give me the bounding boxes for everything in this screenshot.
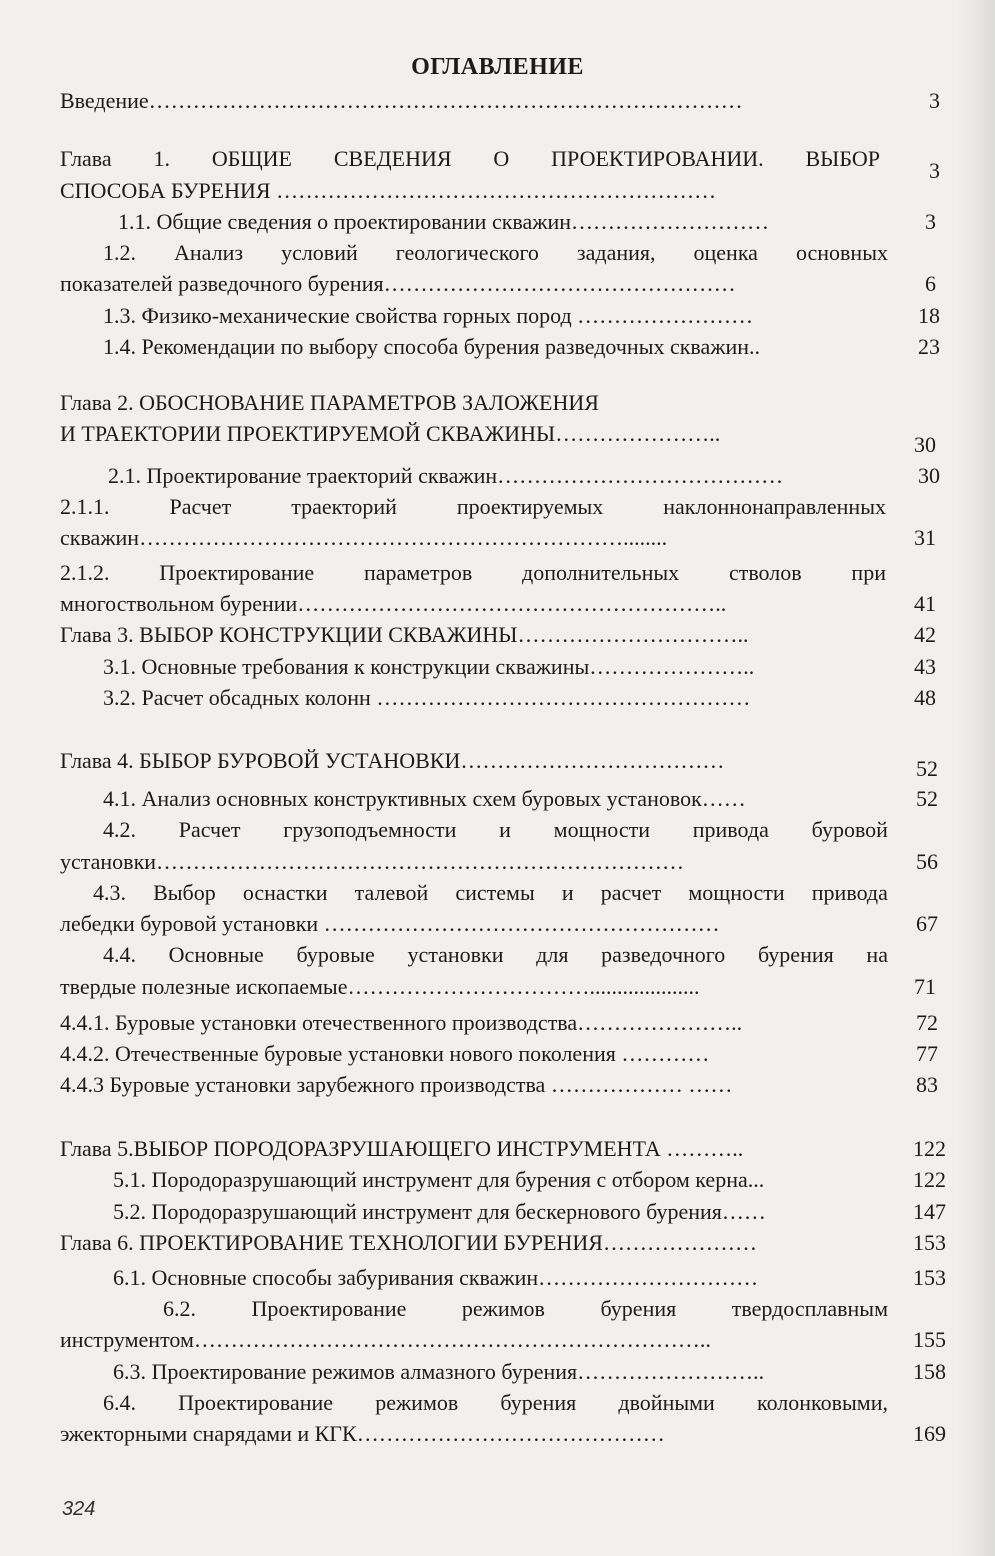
toc-line: Глава 1. ОБЩИЕ СВЕДЕНИЯ О ПРОЕКТИРОВАНИИ. ВЫБОР: [60, 146, 880, 171]
toc-line: Глава 2. ОБОСНОВАНИЕ ПАРАМЕТРОВ ЗАЛОЖЕНИЯ: [60, 390, 599, 415]
toc-line: 1.3. Физико-механические свойства горных пород ……………………: [103, 303, 754, 328]
toc-line: 6.4. Проектирование режимов бурения двойными колонковыми,: [103, 1390, 888, 1415]
toc-line: инструментом……………………………………………………………..: [60, 1327, 711, 1352]
toc-line: 6.2. Проектирование режимов бурения твердосплавным: [163, 1296, 888, 1321]
toc-page-number: 72: [916, 1010, 938, 1035]
toc-page-number: 3: [925, 209, 936, 234]
toc-line: 4.4.1. Буровые установки отечественного производства…………………..: [60, 1010, 743, 1035]
toc-line: 4.4.2. Отечественные буровые установки нового поколения …………: [60, 1041, 710, 1066]
toc-line: И ТРАЕКТОРИИ ПРОЕКТИРУЕМОЙ СКВАЖИНЫ…………………..: [60, 421, 721, 446]
toc-page-number: 153: [913, 1230, 946, 1255]
toc-page-number: 42: [914, 622, 936, 647]
toc-line: СПОСОБА БУРЕНИЯ ……………………………………………………: [60, 178, 717, 203]
toc-line: 4.4.3 Буровые установки зарубежного производства ……………… ……: [60, 1072, 733, 1097]
toc-line: скважин…………………………………………………………........: [60, 525, 668, 550]
toc-page-number: 158: [913, 1359, 946, 1384]
toc-page-number: 67: [916, 911, 938, 936]
toc-line: лебедки буровой установки ………………………………………………: [60, 911, 720, 936]
toc-line: 3.1. Основные требования к конструкции скважины…………………..: [103, 654, 755, 679]
toc-line: 2.1.2. Проектирование параметров дополнительных стволов при: [60, 560, 886, 585]
page-edge-shadow: [957, 0, 995, 1556]
toc-line: Глава 5.ВЫБОР ПОРОДОРАЗРУШАЮЩЕГО ИНСТРУМЕНТА ………..: [60, 1136, 744, 1161]
toc-line: твердые полезные ископаемые……………………………....................: [60, 974, 700, 999]
page-number: 324: [62, 1498, 96, 1520]
toc-line: 4.4. Основные буровые установки для разведочного бурения на: [103, 942, 888, 967]
toc-page-number: 43: [914, 654, 936, 679]
toc-line: 2.1. Проектирование траекторий скважин…………………………………: [108, 463, 784, 488]
toc-line: 1.4. Рекомендации по выбору способа бурения разведочных скважин..: [103, 334, 761, 359]
toc-page-number: 3: [929, 88, 940, 113]
toc-line: 4.2. Расчет грузоподъемности и мощности привода буровой: [103, 817, 888, 842]
toc-page-number: 71: [914, 974, 936, 999]
toc-page-number: 77: [916, 1041, 938, 1066]
toc-page-number: 31: [914, 525, 936, 550]
toc-heading: ОГЛАВЛЕНИЕ: [411, 54, 584, 80]
toc-line: 4.1. Анализ основных конструктивных схем буровых установок……: [103, 786, 746, 811]
toc-line: Глава 4. БЫБОР БУРОВОЙ УСТАНОВКИ………………………………: [60, 748, 725, 773]
toc-page-number: 122: [913, 1167, 946, 1192]
toc-line: Глава 3. ВЫБОР КОНСТРУКЦИИ СКВАЖИНЫ…………………………..: [60, 622, 749, 647]
toc-page-number: 52: [916, 756, 938, 781]
toc-line: многоствольном бурении…………………………………………………..: [60, 591, 727, 616]
toc-line: Глава 6. ПРОЕКТИРОВАНИЕ ТЕХНОЛОГИИ БУРЕНИЯ…………………: [60, 1230, 757, 1255]
toc-page-number: 83: [916, 1072, 938, 1097]
toc-page-number: 52: [916, 786, 938, 811]
toc-page-number: 30: [918, 463, 940, 488]
toc-page-number: 122: [913, 1136, 946, 1161]
toc-page-number: 153: [913, 1265, 946, 1290]
toc-page-number: 147: [913, 1199, 946, 1224]
toc-line: эжекторными снарядами и КГК……………………………………: [60, 1421, 665, 1446]
toc-line: 6.1. Основные способы забуривания скважин…………………………: [113, 1265, 759, 1290]
toc-page-number: 30: [914, 432, 936, 457]
toc-page-number: 155: [913, 1327, 946, 1352]
toc-line: 2.1.1. Расчет траекторий проектируемых наклоннонаправленных: [60, 494, 886, 519]
toc-page-number: 6: [925, 271, 936, 296]
toc-page-number: 56: [916, 849, 938, 874]
toc-line: 1.1. Общие сведения о проектировании скважин………………………: [118, 209, 770, 234]
toc-page-number: 23: [918, 334, 940, 359]
toc-page-number: 48: [914, 685, 936, 710]
toc-line: 1.2. Анализ условий геологического задания, оценка основных: [103, 240, 888, 265]
toc-line: 4.3. Выбор оснастки талевой системы и расчет мощности привода: [93, 880, 888, 905]
toc-line: установки………………………………………………………………: [60, 849, 685, 874]
toc-page-number: 18: [918, 303, 940, 328]
toc-line: 5.2. Породоразрушающий инструмент для бескернового бурения……: [113, 1199, 766, 1224]
toc-line: Введение………………………………………………………………………: [60, 88, 743, 113]
toc-page-number: 169: [913, 1421, 946, 1446]
toc-line: 3.2. Расчет обсадных колонн ……………………………………………: [103, 685, 751, 710]
toc-page-number: 3: [929, 158, 940, 183]
toc-page-number: 41: [914, 591, 936, 616]
toc-line: 5.1. Породоразрушающий инструмент для бурения с отбором керна...: [113, 1167, 765, 1192]
toc-line: 6.3. Проектирование режимов алмазного бурения……………………..: [113, 1359, 765, 1384]
toc-line: показателей разведочного бурения…………………………………………: [60, 271, 736, 296]
